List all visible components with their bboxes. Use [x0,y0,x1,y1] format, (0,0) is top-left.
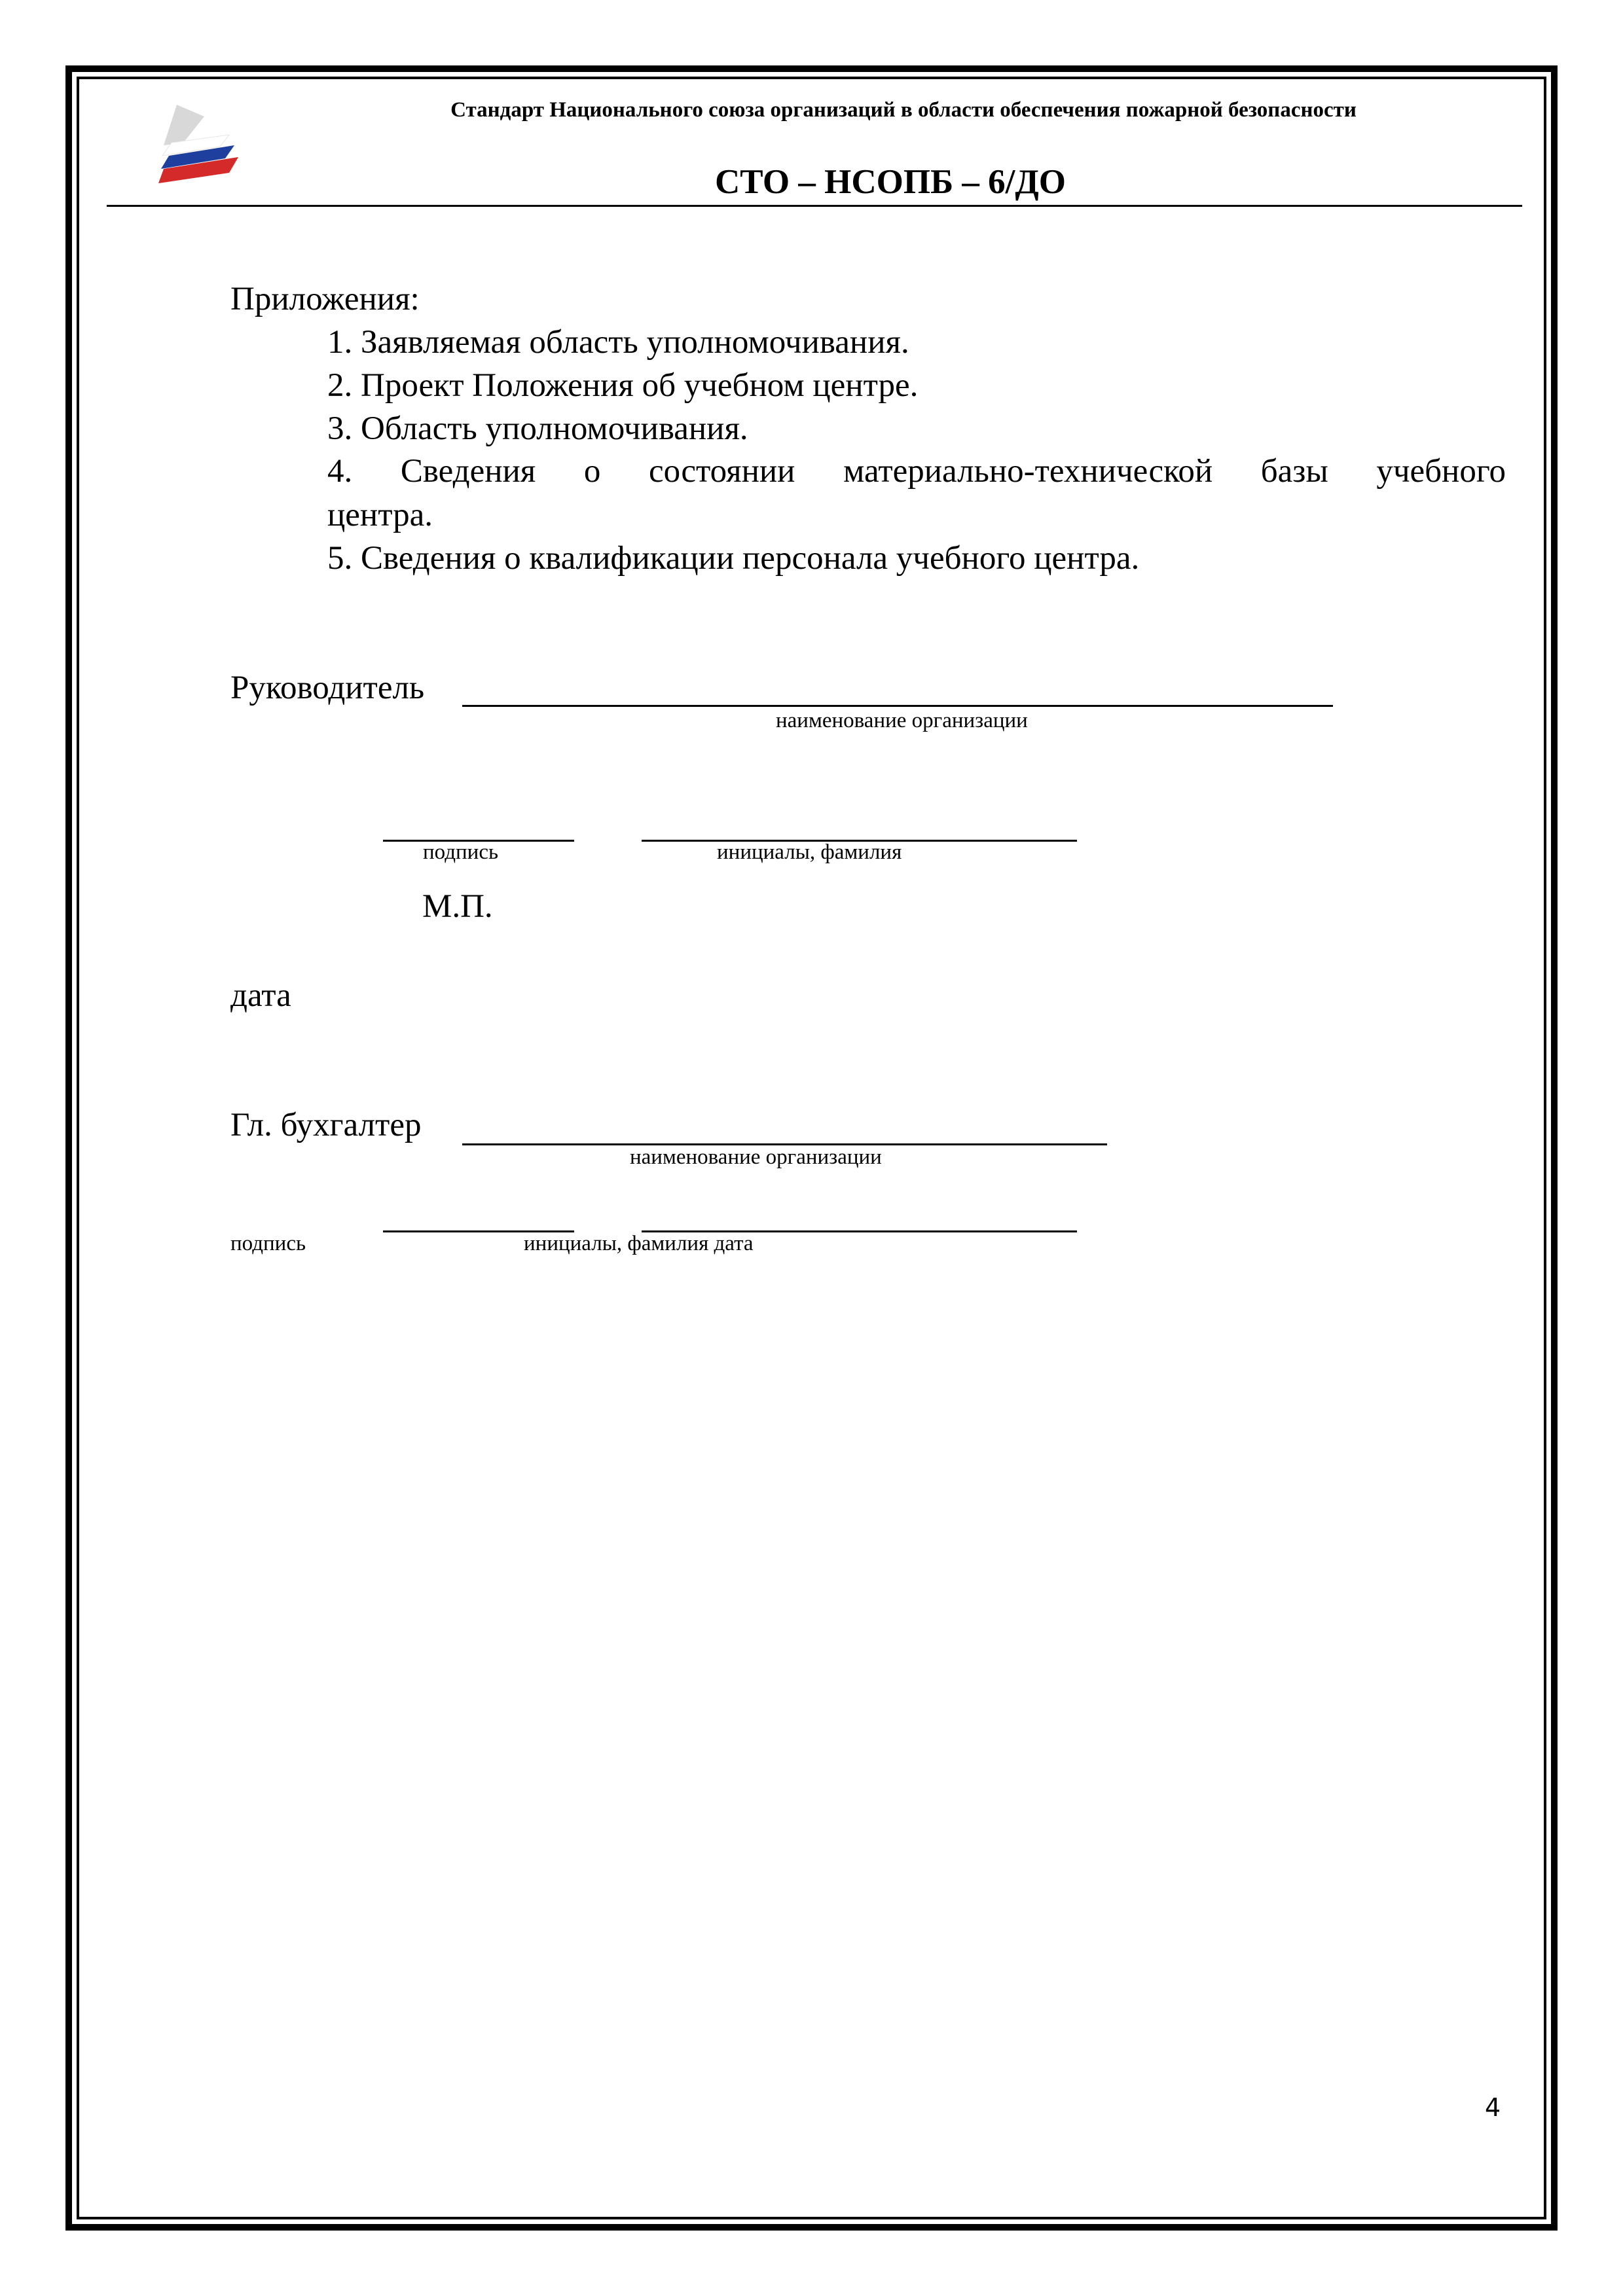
attachment-item-1: 1. Заявляемая область уполномочивания. [327,324,909,361]
director-org-caption: наименование организации [776,709,1028,732]
header-divider [107,205,1522,207]
accountant-label: Гл. бухгалтер [230,1107,422,1143]
director-org-line [462,705,1333,707]
attachments-heading: Приложения: [230,281,420,317]
page-number: 4 [1485,2093,1501,2122]
director-label: Руководитель [230,670,425,706]
header-organization: Стандарт Национального союза организаций в области обеспечения пожарной безопасности [450,98,1357,122]
accountant-name-date-caption: инициалы, фамилия дата [524,1232,754,1255]
stamp-placeholder: М.П. [422,888,493,925]
attachment-item-5: 5. Сведения о квалификации персонала учебного центра. [327,540,1140,577]
date-label: дата [230,977,291,1014]
accountant-org-caption: наименование организации [630,1145,882,1169]
attachment-item-4-line-1: 4. Сведения о состоянии материально-технической базы учебного [327,453,1506,490]
attachment-item-4-line-2: центра. [327,497,433,533]
director-signature-caption: подпись [423,840,499,864]
document-code: СТО – НСОПБ – 6/ДО [714,163,1067,201]
director-name-caption: инициалы, фамилия [717,840,902,864]
accountant-signature-caption: подпись [230,1232,306,1255]
attachment-item-2: 2. Проект Положения об учебном центре. [327,367,919,404]
attachment-item-3: 3. Область уполномочивания. [327,410,748,447]
nsopb-logo [157,105,249,190]
attachment-item-4 [327,450,1506,493]
